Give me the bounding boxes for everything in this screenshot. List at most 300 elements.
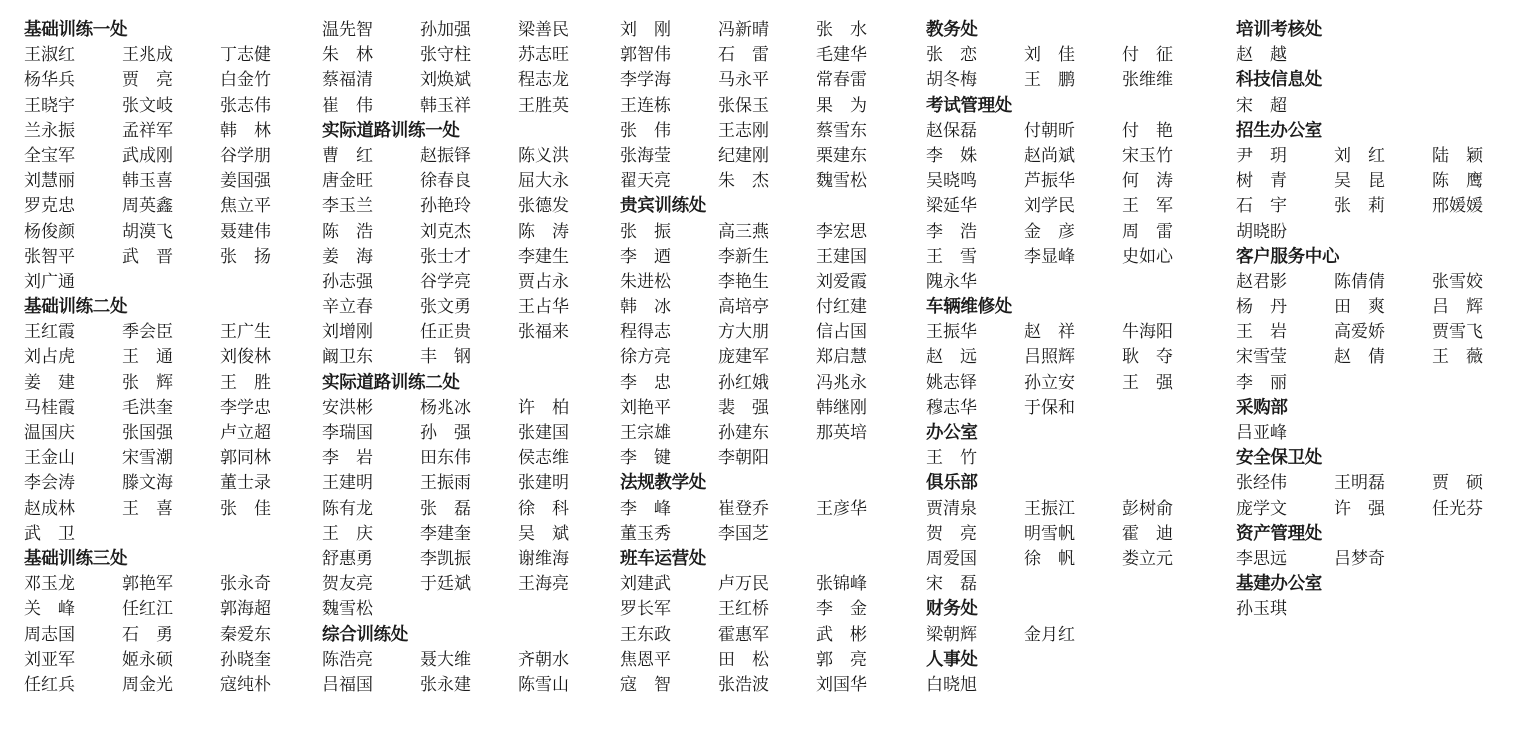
name-row [24,144,324,169]
staff-name: 李 峰 [620,498,671,519]
staff-name: 贾雪飞 [1432,322,1483,343]
staff-name: 张守柱 [420,45,471,66]
staff-name: 谷学亮 [420,271,471,292]
name-row [322,572,622,597]
staff-name: 蔡福清 [322,70,373,91]
name-row [926,522,1226,547]
staff-name: 张 水 [816,20,867,40]
name-row [24,119,324,144]
name-row [322,144,622,169]
staff-name: 张智平 [24,246,75,267]
staff-name: 吕照辉 [1024,347,1075,368]
name-row [322,547,622,572]
name-row [1236,169,1527,194]
department-heading: 安全保卫处 [1236,448,1322,469]
staff-name: 于保和 [1024,397,1075,418]
staff-name: 李 丽 [1236,372,1287,393]
staff-name: 齐朝水 [518,649,569,670]
staff-name: 张 扬 [220,246,271,267]
name-row [322,43,622,68]
name-row [24,648,324,673]
staff-name: 王志刚 [718,120,769,141]
name-row [1236,371,1527,396]
staff-name: 孙红娥 [718,372,769,393]
staff-name: 张建明 [518,473,569,494]
name-row [24,345,324,370]
staff-name: 张浩波 [718,674,769,695]
name-row [620,169,920,194]
staff-name: 李建生 [518,246,569,267]
staff-name: 金月红 [1024,624,1075,645]
staff-name: 李 金 [816,599,867,620]
staff-name: 赵 远 [926,347,977,368]
staff-name: 庞学文 [1236,498,1287,519]
name-row [24,43,324,68]
staff-name: 贾 亮 [122,70,173,91]
staff-name: 宋玉竹 [1122,145,1173,166]
name-row [1236,497,1527,522]
staff-name: 罗克忠 [24,196,75,217]
staff-name: 王明磊 [1334,473,1385,494]
staff-name: 谢维海 [518,548,569,569]
department-heading: 实际道路训练二处 [322,372,460,393]
staff-name: 李会涛 [24,473,75,494]
staff-name: 杨 丹 [1236,297,1287,318]
staff-name: 杨俊颜 [24,221,75,242]
staff-name: 周金光 [122,674,173,695]
staff-name: 郭同林 [220,448,271,469]
staff-name: 张 辉 [122,372,173,393]
name-row [620,522,920,547]
staff-name: 苏志旺 [518,45,569,66]
staff-name: 温先智 [322,20,373,40]
staff-name: 武 彬 [816,624,867,645]
staff-name: 朱 林 [322,45,373,66]
staff-name: 聂大维 [420,649,471,670]
staff-name: 李玉兰 [322,196,373,217]
staff-name: 王晓宇 [24,95,75,116]
staff-name: 张建国 [518,423,569,443]
staff-name: 侯志维 [518,448,569,469]
name-row [1236,43,1527,68]
staff-name: 李显峰 [1024,246,1075,267]
staff-name: 王连栋 [620,95,671,116]
staff-name: 赵 倩 [1334,347,1385,368]
name-row [926,144,1226,169]
staff-name: 姬永硕 [122,649,173,670]
staff-name: 兰永振 [24,120,75,141]
staff-name: 李朝阳 [718,448,769,469]
staff-name: 王广生 [220,322,271,343]
staff-name: 冯兆永 [816,372,867,393]
staff-name: 吴 斌 [518,523,569,544]
department-heading: 车辆维修处 [926,297,1012,318]
department-heading: 俱乐部 [926,473,978,494]
name-row [24,245,324,270]
staff-name: 李 键 [620,448,671,469]
staff-name: 孙晓奎 [220,649,271,670]
staff-name: 刘爱霞 [816,271,867,292]
staff-name: 王占华 [518,297,569,318]
staff-name: 王 鹏 [1024,70,1075,91]
staff-name: 李 姝 [926,145,977,166]
staff-name: 刘 红 [1334,145,1385,166]
staff-name: 姜 海 [322,246,373,267]
staff-name: 牛海阳 [1122,322,1173,343]
roster-column-2 [322,18,622,698]
staff-name: 史如心 [1122,246,1173,267]
staff-name: 梁延华 [926,196,977,217]
department-heading: 采购部 [1236,397,1288,418]
department-heading: 基建办公室 [1236,574,1322,595]
staff-name: 孙艳玲 [420,196,471,217]
name-row [926,446,1226,471]
staff-name: 王红桥 [718,599,769,620]
staff-name: 王 军 [1122,196,1173,217]
staff-name: 刘艳平 [620,397,671,418]
staff-name: 姚志铎 [926,372,977,393]
staff-name: 杨华兵 [24,70,75,91]
staff-name: 程得志 [620,322,671,343]
staff-name: 方大朋 [718,322,769,343]
staff-name: 张 振 [620,221,671,242]
name-row [620,68,920,93]
name-row [322,270,622,295]
staff-name: 寇 智 [620,674,671,695]
staff-name: 聂建伟 [220,221,271,242]
name-row [322,396,622,421]
staff-name: 温国庆 [24,423,75,443]
staff-name: 张保玉 [718,95,769,116]
staff-name: 张士才 [420,246,471,267]
name-row [24,396,324,421]
staff-name: 芦振华 [1024,171,1075,192]
name-row [24,471,324,496]
staff-name: 那英培 [816,423,867,443]
staff-name: 武 晋 [122,246,173,267]
staff-name: 任正贵 [420,322,471,343]
staff-name: 刘克杰 [420,221,471,242]
staff-name: 秦爱东 [220,624,271,645]
name-row [620,421,920,446]
staff-name: 李学忠 [220,397,271,418]
department-heading: 法规教学处 [620,473,706,494]
staff-name: 任光芬 [1432,498,1483,519]
name-row [322,320,622,345]
staff-name: 郭智伟 [620,45,671,66]
name-row [1236,345,1527,370]
name-row [1236,194,1527,219]
staff-name: 信占国 [816,322,867,343]
department-heading: 科技信息处 [1236,70,1322,91]
staff-name: 张文勇 [420,297,471,318]
staff-name: 彭树俞 [1122,498,1173,519]
staff-name: 纪建刚 [718,145,769,166]
staff-name: 李艳生 [718,271,769,292]
staff-name: 赵尚斌 [1024,145,1075,166]
department-heading: 人事处 [926,649,978,670]
name-row [24,597,324,622]
staff-name: 张永建 [420,674,471,695]
name-row [322,648,622,673]
staff-name: 刘亚军 [24,649,75,670]
staff-name: 刘占虎 [24,347,75,368]
staff-name: 陈义洪 [518,145,569,166]
staff-name: 刘增刚 [322,322,373,343]
staff-name: 寇纯朴 [220,674,271,695]
name-row [1236,94,1527,119]
staff-name: 孙玉琪 [1236,599,1287,620]
staff-name: 石 宇 [1236,196,1287,217]
name-row [926,396,1226,421]
department-heading: 客户服务中心 [1236,246,1340,267]
staff-name: 尹 玥 [1236,145,1287,166]
staff-name: 李建奎 [420,523,471,544]
staff-name: 周 雷 [1122,221,1173,242]
name-row [620,497,920,522]
name-row [322,471,622,496]
staff-name: 宋 超 [1236,95,1287,116]
staff-name: 任红兵 [24,674,75,695]
staff-name: 霍 迪 [1122,523,1173,544]
name-row [24,169,324,194]
name-row [926,371,1226,396]
name-row [620,673,920,698]
staff-name: 王宗雄 [620,423,671,443]
staff-name: 阚卫东 [322,347,373,368]
staff-name: 张 佳 [220,498,271,519]
name-row [1236,295,1527,320]
staff-name: 卢立超 [220,423,271,443]
name-row [620,94,920,119]
name-row [926,194,1226,219]
staff-name: 付 征 [1122,45,1173,66]
staff-name: 屈大永 [518,171,569,192]
staff-name: 李 迺 [620,246,671,267]
name-row [926,245,1226,270]
staff-name: 白晓旭 [926,674,977,695]
staff-name: 张锦峰 [816,574,867,595]
name-row [24,270,324,295]
staff-name: 全宝军 [24,145,75,166]
name-row [620,597,920,622]
staff-name: 姜国强 [220,171,271,192]
staff-name: 孙立安 [1024,372,1075,393]
staff-name: 吕亚峰 [1236,423,1287,443]
staff-name: 明雪帆 [1024,523,1075,544]
name-row [620,320,920,345]
staff-name: 李凯振 [420,548,471,569]
staff-name: 赵成林 [24,498,75,519]
staff-name: 周英鑫 [122,196,173,217]
name-row [620,43,920,68]
staff-name: 张经伟 [1236,473,1287,494]
staff-name: 季会臣 [122,322,173,343]
staff-name: 何 涛 [1122,171,1173,192]
staff-name: 田 松 [718,649,769,670]
staff-name: 陈浩亮 [322,649,373,670]
staff-name: 庞建军 [718,347,769,368]
staff-name: 许 强 [1334,498,1385,519]
staff-name: 刘 刚 [620,20,671,40]
name-row [24,446,324,471]
staff-name: 吕福国 [322,674,373,695]
staff-name: 魏雪松 [816,171,867,192]
staff-name: 王 雪 [926,246,977,267]
name-row [926,320,1226,345]
staff-name: 胡漠飞 [122,221,173,242]
department-heading: 办公室 [926,423,978,443]
staff-name: 王东政 [620,624,671,645]
staff-name: 石 勇 [122,624,173,645]
staff-name: 丁志健 [220,45,271,66]
staff-name: 刘广通 [24,271,75,292]
name-row [322,194,622,219]
staff-name: 刘学民 [1024,196,1075,217]
staff-name: 张雪姣 [1432,271,1483,292]
roster-column-3 [620,18,920,698]
staff-name: 陈 浩 [322,221,373,242]
staff-name: 贺友亮 [322,574,373,595]
staff-name: 霍惠军 [718,624,769,645]
name-row [322,220,622,245]
staff-name: 张 莉 [1334,196,1385,217]
staff-name: 王彦华 [816,498,867,519]
department-heading: 综合训练处 [322,624,408,645]
name-row [1236,421,1527,446]
staff-name: 娄立元 [1122,548,1173,569]
staff-name: 郑启慧 [816,347,867,368]
staff-name: 董玉秀 [620,523,671,544]
name-row [322,94,622,119]
staff-name: 王振雨 [420,473,471,494]
staff-name: 刘建武 [620,574,671,595]
staff-name: 姜 建 [24,372,75,393]
staff-name: 滕文海 [122,473,173,494]
name-row [322,522,622,547]
name-row [620,270,920,295]
staff-name: 贺 亮 [926,523,977,544]
name-row [926,572,1226,597]
staff-name: 焦立平 [220,196,271,217]
staff-name: 孙建东 [718,423,769,443]
staff-name: 王建国 [816,246,867,267]
staff-name: 杨兆冰 [420,397,471,418]
name-row [24,194,324,219]
staff-name: 王淑红 [24,45,75,66]
name-row [620,295,920,320]
staff-name: 张 恋 [926,45,977,66]
name-row [322,597,622,622]
staff-name: 李国芝 [718,523,769,544]
staff-name: 郭艳军 [122,574,173,595]
staff-name: 邢媛媛 [1432,196,1483,217]
staff-name: 耿 夺 [1122,347,1173,368]
staff-name: 王 胜 [220,372,271,393]
department-heading: 财务处 [926,599,978,620]
name-row [620,245,920,270]
department-heading: 班车运营处 [620,548,706,569]
staff-name: 刘焕斌 [420,70,471,91]
staff-name: 邓玉龙 [24,574,75,595]
staff-name: 田东伟 [420,448,471,469]
department-heading: 实际道路训练一处 [322,120,460,141]
staff-name: 刘慧丽 [24,171,75,192]
staff-name: 吴 昆 [1334,171,1385,192]
staff-name: 毛建华 [816,45,867,66]
name-row [620,446,920,471]
staff-name: 李新生 [718,246,769,267]
name-row [1236,547,1527,572]
name-row [926,68,1226,93]
staff-name: 罗长军 [620,599,671,620]
department-heading: 招生办公室 [1236,120,1322,141]
name-row [322,169,622,194]
staff-name: 梁朝辉 [926,624,977,645]
name-row [24,68,324,93]
department-heading: 考试管理处 [926,95,1012,116]
staff-name: 高培亭 [718,297,769,318]
staff-name: 吴晓鸣 [926,171,977,192]
staff-name: 孙加强 [420,20,471,40]
staff-name: 王振华 [926,322,977,343]
department-heading: 教务处 [926,20,978,40]
staff-name: 王红霞 [24,322,75,343]
roster-column-5 [1236,18,1527,623]
staff-name: 田 爽 [1334,297,1385,318]
staff-name: 于廷斌 [420,574,471,595]
name-row [620,371,920,396]
staff-name: 翟天亮 [620,171,671,192]
staff-name: 张福来 [518,322,569,343]
staff-name: 魏雪松 [322,599,373,620]
staff-name: 裴 强 [718,397,769,418]
staff-name: 曹 红 [322,145,373,166]
staff-name: 陈雪山 [518,674,569,695]
name-row [24,497,324,522]
staff-name: 付 艳 [1122,120,1173,141]
department-heading: 培训考核处 [1236,20,1322,40]
staff-name: 韩 冰 [620,297,671,318]
staff-name: 谷学朋 [220,145,271,166]
staff-name: 董士录 [220,473,271,494]
name-row [620,345,920,370]
staff-name: 李学海 [620,70,671,91]
staff-name: 刘 佳 [1024,45,1075,66]
staff-name: 吕梦奇 [1334,548,1385,569]
name-row [926,43,1226,68]
staff-name: 贾 硕 [1432,473,1483,494]
staff-name: 赵振铎 [420,145,471,166]
staff-name: 郭 亮 [816,649,867,670]
staff-name: 武成刚 [122,145,173,166]
staff-name: 付红建 [816,297,867,318]
staff-name: 隗永华 [926,271,977,292]
staff-name: 王 喜 [122,498,173,519]
staff-name: 高三燕 [718,221,769,242]
staff-name: 郭海超 [220,599,271,620]
name-row [322,421,622,446]
staff-name: 王海亮 [518,574,569,595]
name-row [1236,597,1527,622]
name-row [620,623,920,648]
staff-name: 孙 强 [420,423,471,443]
name-row [620,119,920,144]
name-row [322,345,622,370]
staff-name: 徐春良 [420,171,471,192]
staff-name: 孙志强 [322,271,373,292]
staff-name: 卢万民 [718,574,769,595]
